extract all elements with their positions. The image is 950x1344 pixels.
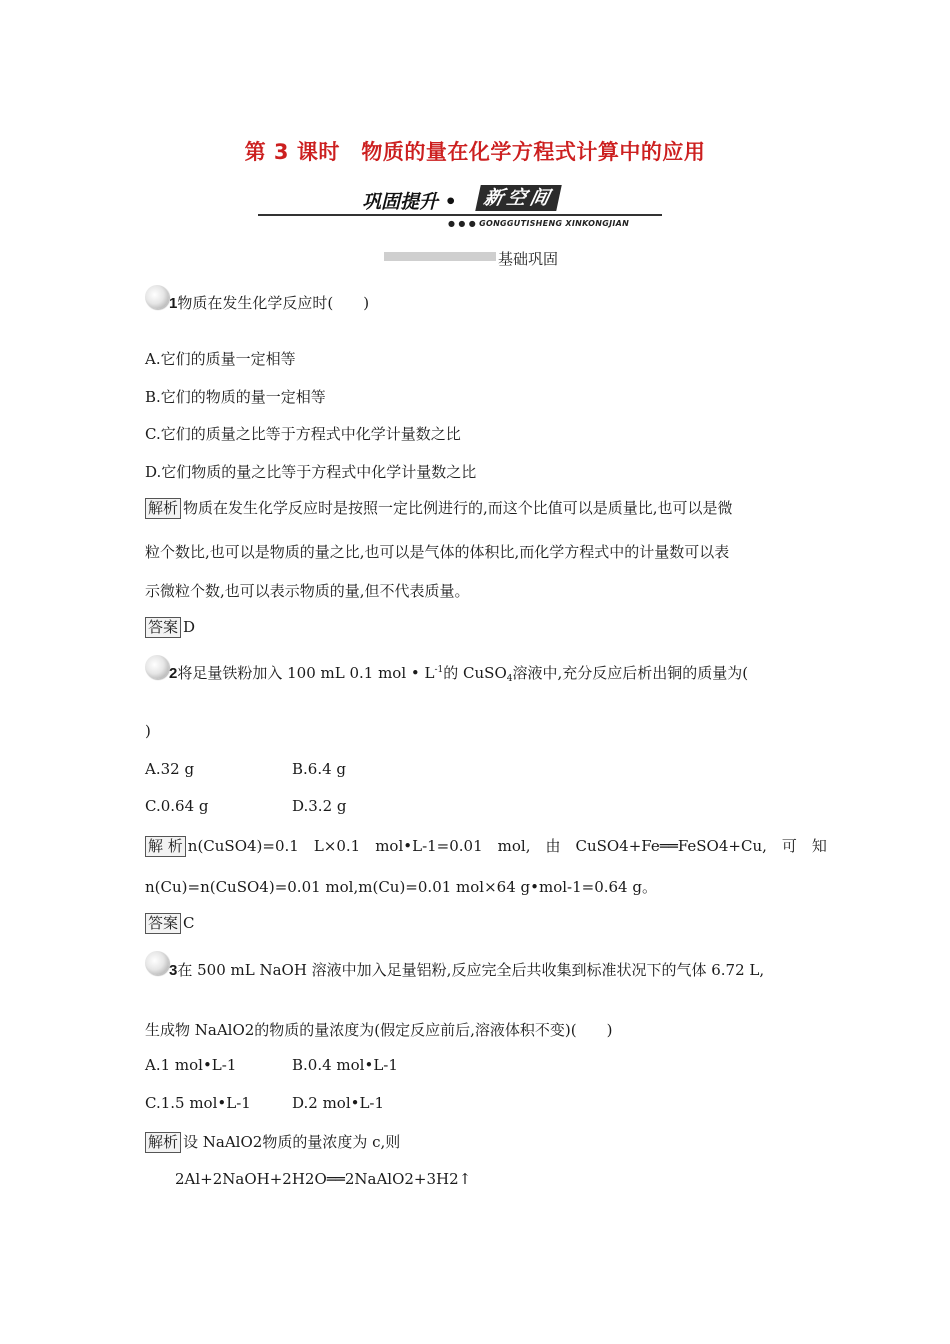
question-number: 3: [169, 962, 178, 979]
option-b: B.0.4 mol•L-1: [292, 1056, 398, 1074]
section-heading: 基础巩固: [498, 250, 559, 268]
question-text: 在 500 mL NaOH 溶液中加入足量铝粉,反应完全后共收集到标准状况下的气体 6.72 L,: [177, 961, 765, 979]
section-bar: [384, 252, 496, 261]
option-c: C.1.5 mol•L-1: [145, 1094, 251, 1112]
option-a: A.1 mol•L-1: [145, 1056, 237, 1074]
page-title: 第 3 课时 物质的量在化学方程式计算中的应用: [244, 140, 706, 164]
option-b: B.6.4 g: [292, 760, 347, 778]
option-c: C.0.64 g: [145, 797, 209, 815]
answer-value: C: [183, 914, 195, 932]
section-banner: [258, 183, 662, 233]
analysis-tag: 解 析: [145, 836, 186, 857]
chemical-equation: 2Al+2NaOH+2H2O══2NaAlO2+3H2↑: [175, 1170, 472, 1188]
option-d: D.2 mol•L-1: [292, 1094, 385, 1112]
analysis-line-1: [145, 1131, 400, 1153]
answer-tag: 答案: [145, 913, 181, 934]
analysis-text: 物质在发生化学反应时是按照一定比例进行的,而这个比值可以是质量比,也可以是微: [183, 499, 733, 517]
question-text: 的 CuSO: [443, 664, 507, 682]
question-text: 将足量铁粉加入 100 mL 0.1 mol • L: [177, 664, 435, 682]
answer-line: [145, 913, 195, 934]
option-d: D.它们物质的量之比等于方程式中化学计量数之比: [145, 463, 477, 481]
question-2-close: ): [145, 722, 151, 740]
analysis-line-3: 示微粒个数,也可以表示物质的量,但不代表质量。: [145, 582, 470, 600]
question-number: 1: [169, 295, 178, 312]
question-text: 物质在发生化学反应时( ): [177, 294, 370, 312]
question-marker-icon: [145, 951, 169, 975]
analysis-line-2: n(Cu)=n(CuSO4)=0.01 mol,m(Cu)=0.01 mol×64 g•mol-1=0.64 g。: [145, 878, 657, 896]
question-text: 溶液中,充分反应后析出铜的质量为(: [512, 664, 749, 682]
analysis-line-1: [145, 497, 733, 519]
question-2-stem: [169, 662, 748, 684]
option-a: A.它们的质量一定相等: [145, 350, 296, 368]
question-marker-icon: [145, 655, 169, 679]
question-3-stem-2: 生成物 NaAlO2的物质的量浓度为(假定反应前后,溶液体积不变)( ): [145, 1021, 613, 1039]
banner-subtitle: ● ● ● GONGGUTISHENG XINKONGJIAN: [448, 219, 630, 228]
option-c: C.它们的质量之比等于方程式中化学计量数之比: [145, 425, 461, 443]
answer-value: D: [183, 618, 196, 636]
option-d: D.3.2 g: [292, 797, 347, 815]
option-a: A.32 g: [145, 760, 195, 778]
analysis-tag: 解析: [145, 498, 181, 519]
banner-rule: [258, 214, 662, 216]
subscript: 4: [506, 674, 513, 684]
question-number: 2: [169, 665, 178, 682]
question-3-stem: [169, 959, 764, 980]
analysis-text: n(CuSO4)=0.1 L×0.1 mol•L-1=0.01 mol, 由 CuSO4+Fe══FeSO4+Cu, 可 知: [187, 837, 827, 855]
question-marker-icon: [145, 285, 169, 309]
superscript: -1: [434, 665, 444, 675]
banner-right-text: 新空间: [475, 185, 562, 211]
banner-left-text: 巩固提升 •: [362, 191, 457, 213]
question-1-stem: [169, 292, 369, 313]
analysis-text: 设 NaAlO2物质的量浓度为 c,则: [183, 1133, 401, 1151]
analysis-line-2: 粒个数比,也可以是物质的量之比,也可以是气体的体积比,而化学方程式中的计量数可以表: [145, 543, 730, 561]
answer-tag: 答案: [145, 617, 181, 638]
analysis-line-1: [145, 835, 827, 857]
answer-line: [145, 617, 195, 638]
option-b: B.它们的物质的量一定相等: [145, 388, 326, 406]
analysis-tag: 解析: [145, 1132, 181, 1153]
